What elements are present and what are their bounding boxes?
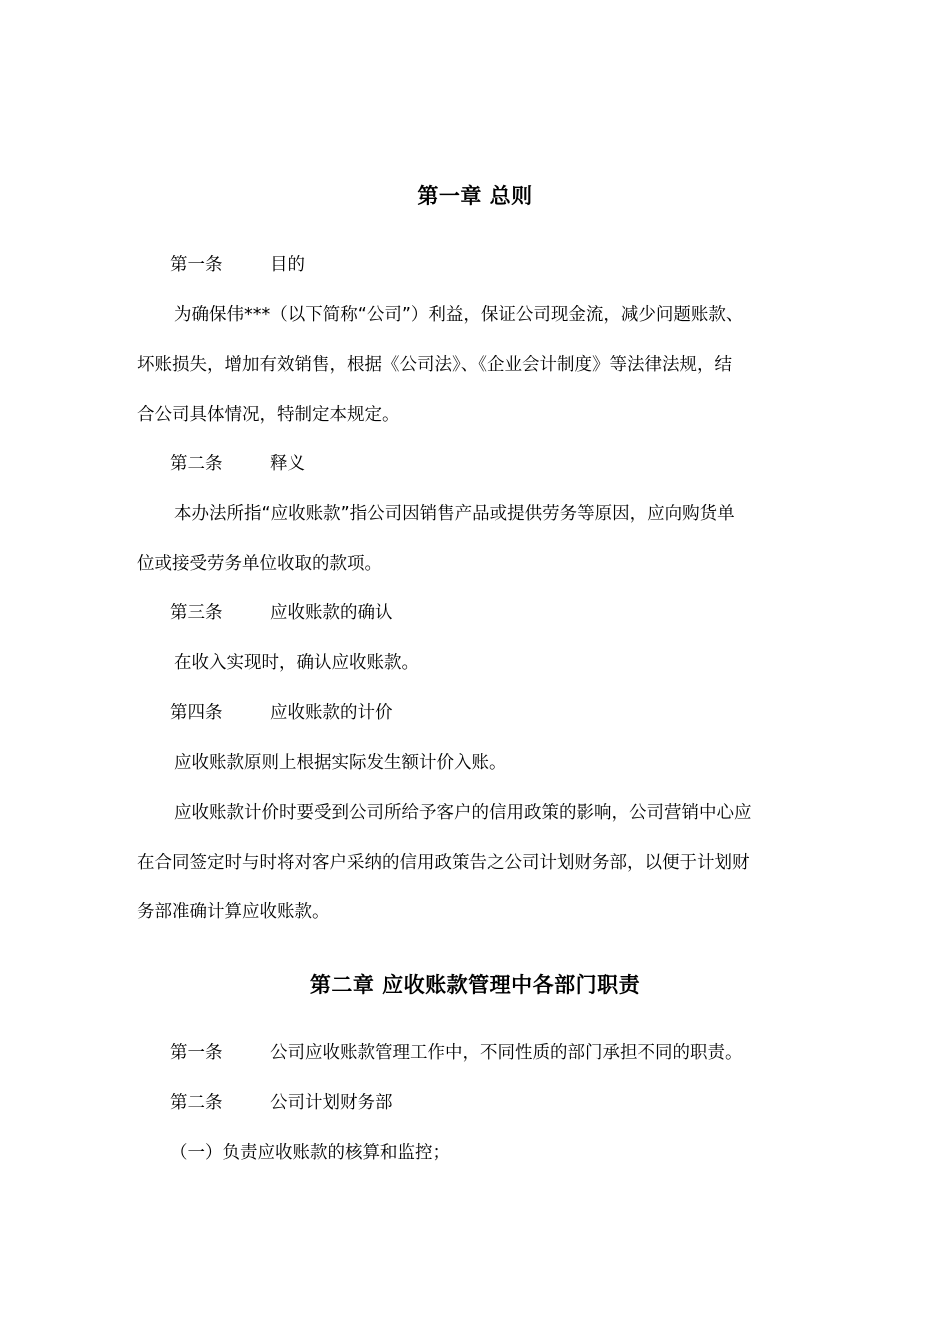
chapter-1-title: 第一章 总则	[417, 184, 533, 208]
article-number: 第一条	[170, 1043, 223, 1063]
article-3	[170, 601, 393, 625]
article-title: 释义	[270, 454, 305, 474]
article-number: 第四条	[170, 703, 223, 723]
paragraph-line: 应收账款原则上根据实际发生额计价入账。	[174, 753, 507, 773]
paragraph-line: 合公司具体情况，特制定本规定。	[137, 405, 400, 425]
paragraph-line: 在收入实现时，确认应收账款。	[174, 653, 419, 673]
paragraph-line: 位或接受劳务单位收取的款项。	[137, 554, 382, 574]
article-2	[170, 452, 305, 476]
article-number: 第二条	[170, 1093, 223, 1113]
article-number: 第三条	[170, 603, 223, 623]
article-title: 应收账款的计价	[270, 703, 393, 723]
paragraph-line: 坏账损失，增加有效销售，根据《公司法》、《企业会计制度》等法律法规，结	[137, 355, 732, 375]
paragraph-line: （一）负责应收账款的核算和监控；	[170, 1143, 450, 1163]
article-number: 第一条	[170, 255, 223, 275]
paragraph-line: 应收账款计价时要受到公司所给予客户的信用政策的影响，公司营销中心应	[174, 803, 752, 823]
paragraph-line: 在合同签定时与时将对客户采纳的信用政策告之公司计划财务部，以便于计划财	[137, 853, 750, 873]
article-1	[170, 253, 305, 277]
article-number: 第二条	[170, 454, 223, 474]
article-title: 目的	[270, 255, 305, 275]
article-2-1	[170, 1041, 743, 1065]
article-2-2	[170, 1091, 393, 1115]
article-title: 公司应收账款管理工作中，不同性质的部门承担不同的职责。	[270, 1043, 743, 1063]
paragraph-line: 本办法所指“应收账款”指公司因销售产品或提供劳务等原因，应向购货单	[174, 504, 735, 524]
chapter-2-title: 第二章 应收账款管理中各部门职责	[309, 973, 641, 997]
article-4	[170, 701, 393, 725]
paragraph-line: 务部准确计算应收账款。	[137, 902, 330, 922]
paragraph-line: 为确保伟***（以下简称“公司”）利益，保证公司现金流，减少问题账款、	[174, 305, 744, 325]
article-title: 应收账款的确认	[270, 603, 393, 623]
article-title: 公司计划财务部	[270, 1093, 393, 1113]
